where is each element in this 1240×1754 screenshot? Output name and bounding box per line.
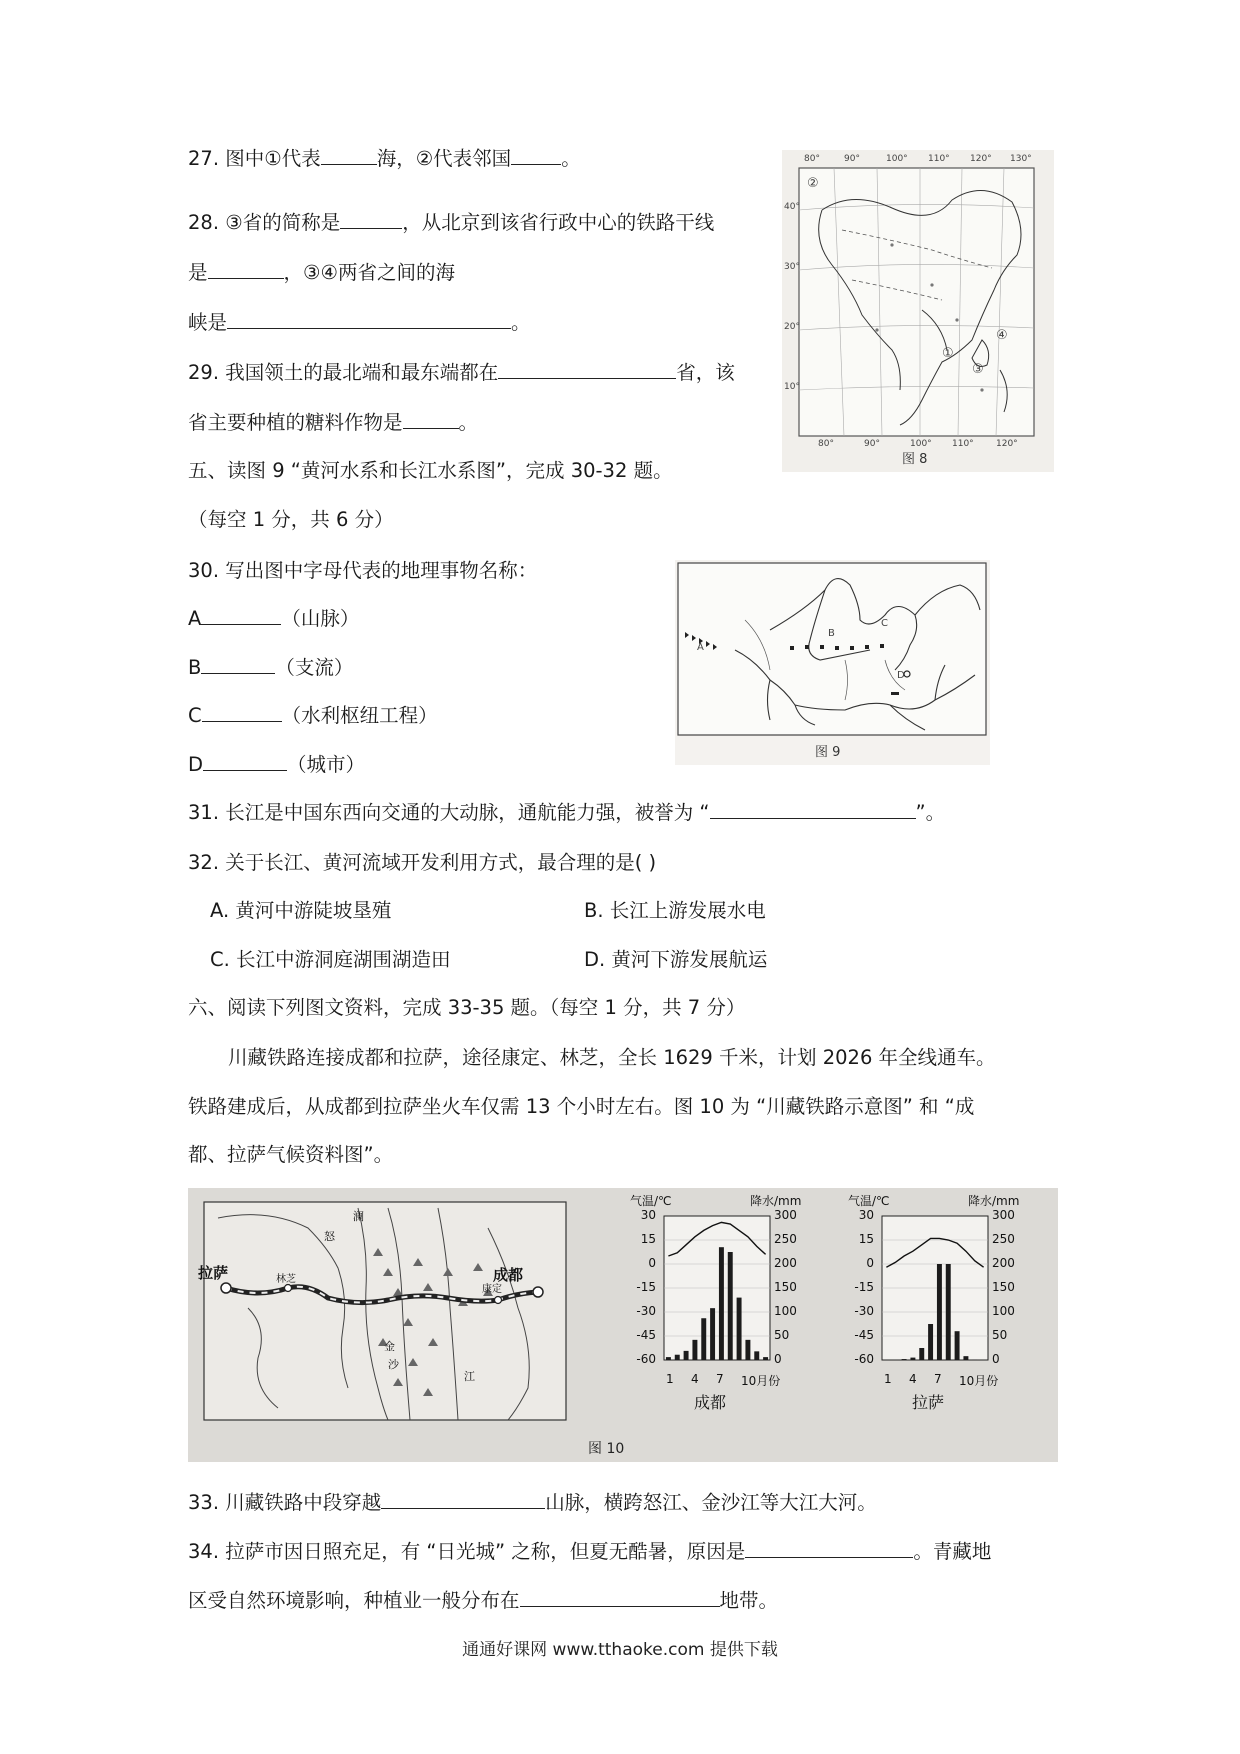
q30-blank-c[interactable] [202, 703, 282, 722]
q28-line-1 [188, 210, 714, 236]
figure-10-caption: 图 10 [588, 1441, 625, 1457]
month-tick: 4 [909, 1372, 917, 1386]
fig8-lon-bot-80: 80° [818, 439, 834, 449]
q30-d-letter: D [188, 753, 204, 776]
precip-bar-month-9 [955, 1331, 960, 1360]
lhasa-temp-label: 气温/℃ [848, 1194, 890, 1208]
tick: 0 [866, 1256, 874, 1270]
fig8-lat-40: 40° [784, 202, 800, 212]
tick: -30 [636, 1304, 656, 1318]
tick: 15 [858, 1232, 874, 1246]
fig8-lon-top-100: 100° [886, 154, 908, 164]
fig8-lon-bot-110: 110° [952, 439, 974, 449]
tick: 100 [774, 1304, 797, 1318]
precip-bar-month-7 [937, 1264, 942, 1360]
q30-blank-b[interactable] [201, 655, 275, 674]
fig9-label-a: A [697, 642, 704, 653]
tick: 300 [992, 1208, 1015, 1222]
month-tick: 7 [716, 1372, 724, 1386]
precip-bar-month-6 [710, 1308, 715, 1360]
precip-bar-month-11 [754, 1351, 759, 1360]
q32-option-b[interactable]: B. 长江上游发展水电 [584, 899, 766, 922]
q30-stem: 30. 写出图中字母代表的地理事物名称： [188, 559, 538, 582]
q30-d-note: （城市） [287, 753, 366, 776]
q31-text-2: ”。 [915, 801, 946, 824]
q30-blank-a[interactable] [201, 606, 281, 625]
figure-8-map [782, 150, 1054, 472]
tick: 0 [774, 1352, 782, 1366]
q32-option-c[interactable]: C. 长江中游洞庭湖围湖造田 [210, 948, 451, 971]
q28-blank-2[interactable] [208, 260, 284, 279]
q32-stem: 32. 关于长江、黄河流域开发利用方式，最合理的是( ) [188, 851, 657, 874]
paragraph-line-3: 都、拉萨气候资料图”。 [188, 1143, 394, 1166]
fig8-lon-top-120: 120° [970, 154, 992, 164]
q30-a-letter: A [188, 607, 202, 630]
fig8-lat-30: 30° [784, 262, 800, 272]
precip-bar-month-8 [946, 1264, 951, 1360]
q34-line-2 [188, 1588, 778, 1614]
fig10-label-sha: 沙 [388, 1358, 399, 1371]
figure-8-caption: 图 8 [902, 452, 928, 467]
q29-line-2 [188, 410, 478, 436]
tick: -60 [636, 1352, 656, 1366]
tick: 150 [774, 1280, 797, 1294]
q29-text-1: 29. 我国领土的最北端和最东端都在 [188, 361, 499, 384]
tick: 50 [774, 1328, 790, 1342]
q27-blank-2[interactable] [511, 146, 561, 165]
q33-text-2: 山脉，横跨怒江、金沙江等大江大河。 [545, 1491, 877, 1514]
q29-text-2: 省，该 [676, 361, 735, 384]
q29-text-4: 。 [458, 411, 479, 434]
tick: 30 [640, 1208, 656, 1222]
precip-bar-month-9 [737, 1298, 742, 1360]
q33-text-1: 33. 川藏铁路中段穿越 [188, 1491, 382, 1514]
q34-text-2: 。青藏地 [913, 1540, 992, 1563]
fig9-label-b: B [828, 628, 835, 639]
tick: -15 [636, 1280, 656, 1294]
section-6-title: 六、阅读下列图文资料，完成 33-35 题。（每空 1 分，共 7 分） [188, 996, 746, 1019]
tick: 30 [858, 1208, 874, 1222]
precip-bar-month-7 [719, 1247, 724, 1360]
fig8-marker-1: ① [942, 346, 954, 361]
precip-bar-month-8 [728, 1252, 733, 1360]
fig8-lon-top-90: 90° [844, 154, 860, 164]
tick: 250 [992, 1232, 1015, 1246]
fig8-lon-top-110: 110° [928, 154, 950, 164]
chengdu-precip-label: 降水/mm [750, 1194, 802, 1208]
tick: 300 [774, 1208, 797, 1222]
lhasa-plot [846, 1188, 1056, 1462]
q30-b [188, 655, 353, 681]
fig8-marker-4: ④ [996, 328, 1008, 343]
tick: 150 [992, 1280, 1015, 1294]
precip-bar-month-12 [763, 1357, 768, 1360]
fig10-label-jiang: 江 [464, 1370, 475, 1383]
q34-blank-2[interactable] [520, 1588, 720, 1607]
figure-10 [188, 1188, 1058, 1462]
q29-blank-1[interactable] [498, 360, 676, 379]
precip-bar-month-5 [919, 1348, 924, 1360]
q27-blank-1[interactable] [321, 146, 377, 165]
q28-text-2: ，从北京到该省行政中心的铁路干线 [402, 211, 715, 234]
precip-bar-month-10 [745, 1340, 750, 1360]
q30-blank-d[interactable] [203, 752, 287, 771]
q27-text-3: 。 [561, 147, 581, 170]
q28-line-2 [188, 260, 455, 286]
q34-text-3: 区受自然环境影响，种植业一般分布在 [188, 1589, 520, 1612]
q34-text-4: 地带。 [719, 1589, 779, 1612]
q28-text-3: 是 [188, 261, 208, 284]
tick: 200 [992, 1256, 1015, 1270]
fig8-marker-3: ③ [972, 362, 984, 377]
fig8-lon-bot-90: 90° [864, 439, 880, 449]
fig10-label-nu: 怒 [324, 1230, 335, 1243]
q30-c-note: （水利枢纽工程） [281, 704, 438, 727]
fig8-lat-20: 20° [784, 322, 800, 332]
precip-bar-month-4 [692, 1340, 697, 1360]
fig10-label-chengdu: 成都 [493, 1266, 524, 1284]
tick: -15 [854, 1280, 874, 1294]
precip-bar-month-1 [666, 1357, 671, 1360]
chengdu-plot [628, 1188, 828, 1462]
q30-b-letter: B [188, 656, 202, 679]
precip-bar-month-10 [963, 1356, 968, 1360]
fig8-lon-bot-120: 120° [996, 439, 1018, 449]
month-tick: 7 [934, 1372, 942, 1386]
fig8-lat-10: 10° [784, 382, 800, 392]
q31-text-1: 31. 长江是中国东西向交通的大动脉，通航能力强，被誉为 “ [188, 801, 710, 824]
chart-chengdu [628, 1188, 828, 1462]
q28-text-5: 峡是 [188, 311, 228, 334]
q30-c-letter: C [188, 704, 202, 727]
q30-c [188, 703, 438, 729]
q34-blank-1[interactable] [745, 1539, 913, 1558]
fig8-lon-top-130: 130° [1010, 154, 1032, 164]
figure-9 [675, 560, 990, 765]
q28-blank-3[interactable] [227, 310, 511, 329]
fig10-label-lan: 澜 [353, 1210, 364, 1223]
q29-line-1 [188, 360, 735, 386]
chengdu-chart-title: 成都 [694, 1393, 727, 1412]
q30-b-note: （支流） [275, 656, 354, 679]
q31-blank[interactable] [710, 800, 916, 819]
tick: 0 [992, 1352, 1000, 1366]
q30-d [188, 752, 365, 778]
chart-lhasa [846, 1188, 1056, 1462]
q33-line [188, 1490, 877, 1516]
q33-blank[interactable] [381, 1490, 545, 1509]
tick: 200 [774, 1256, 797, 1270]
tick: -60 [854, 1352, 874, 1366]
q27-line [188, 146, 581, 172]
q30-a-note: （山脉） [281, 607, 360, 630]
fig10-label-nyingchi: 林芝 [276, 1274, 296, 1285]
figure-9-caption: 图 9 [815, 745, 841, 760]
fig10-label-lhasa: 拉萨 [198, 1264, 229, 1282]
month-tick: 4 [691, 1372, 699, 1386]
month-tick: 10月份 [959, 1374, 999, 1388]
q29-blank-2[interactable] [403, 410, 459, 429]
q27-text-2: 海，②代表邻国 [376, 147, 512, 170]
fig10-label-jin: 金 [384, 1340, 395, 1353]
lhasa-precip-label: 降水/mm [968, 1194, 1020, 1208]
q28-text-6: 。 [511, 311, 531, 334]
figure-8 [782, 150, 1054, 472]
fig8-lon-bot-100: 100° [910, 439, 932, 449]
q28-text-4: ，③④两省之间的海 [283, 261, 455, 284]
fig9-label-c: C [881, 618, 888, 629]
q31-line [188, 800, 945, 826]
tick: 0 [648, 1256, 656, 1270]
month-tick: 1 [884, 1372, 892, 1386]
q27-text-1: 27. 图中①代表 [188, 147, 321, 170]
month-tick: 10月份 [741, 1374, 781, 1388]
precip-bar-month-3 [902, 1359, 907, 1360]
fig8-marker-2: ② [807, 176, 819, 191]
q28-text-1: 28. ③省的简称是 [188, 211, 341, 234]
section-5-score: （每空 1 分，共 6 分） [188, 508, 394, 531]
figure-9-map [675, 560, 990, 765]
q32-option-d[interactable]: D. 黄河下游发展航运 [584, 948, 768, 971]
precip-bar-month-3 [684, 1351, 689, 1360]
q28-line-3 [188, 310, 531, 336]
section-5-title: 五、读图 9 “黄河水系和长江水系图”，完成 30-32 题。 [188, 459, 673, 482]
precip-bar-month-2 [675, 1355, 680, 1360]
tick: 250 [774, 1232, 797, 1246]
precip-bar-month-6 [928, 1324, 933, 1360]
footer: 通通好课网 www.tthaoke.com 提供下载 [462, 1640, 778, 1660]
fig8-lon-top-80: 80° [804, 154, 820, 164]
tick: 50 [992, 1328, 1008, 1342]
fig9-label-d: D [897, 670, 905, 681]
paragraph-line-2: 铁路建成后，从成都到拉萨坐火车仅需 13 个小时左右。图 10 为 “川藏铁路示意图” 和 “成 [188, 1095, 975, 1118]
q29-text-3: 省主要种植的糖料作物是 [188, 411, 403, 434]
q34-line-1 [188, 1539, 991, 1565]
tick: -30 [854, 1304, 874, 1318]
paragraph-line-1: 川藏铁路连接成都和拉萨，途径康定、林芝，全长 1629 千米，计划 2026 年全线通车。 [228, 1046, 996, 1069]
tick: -45 [854, 1328, 874, 1342]
tick: 100 [992, 1304, 1015, 1318]
chengdu-temp-label: 气温/℃ [630, 1194, 672, 1208]
q32-option-a[interactable]: A. 黄河中游陡坡垦殖 [210, 899, 392, 922]
month-tick: 1 [666, 1372, 674, 1386]
lhasa-chart-title: 拉萨 [912, 1393, 945, 1412]
q28-blank-1[interactable] [340, 210, 402, 229]
precip-bar-month-4 [910, 1358, 915, 1360]
tick: 15 [640, 1232, 656, 1246]
fig10-label-kangding: 康定 [482, 1284, 502, 1295]
precip-bar-month-5 [701, 1318, 706, 1360]
q34-text-1: 34. 拉萨市因日照充足，有 “日光城” 之称，但夏无酷暑，原因是 [188, 1540, 746, 1563]
q30-a [188, 606, 359, 632]
tick: -45 [636, 1328, 656, 1342]
